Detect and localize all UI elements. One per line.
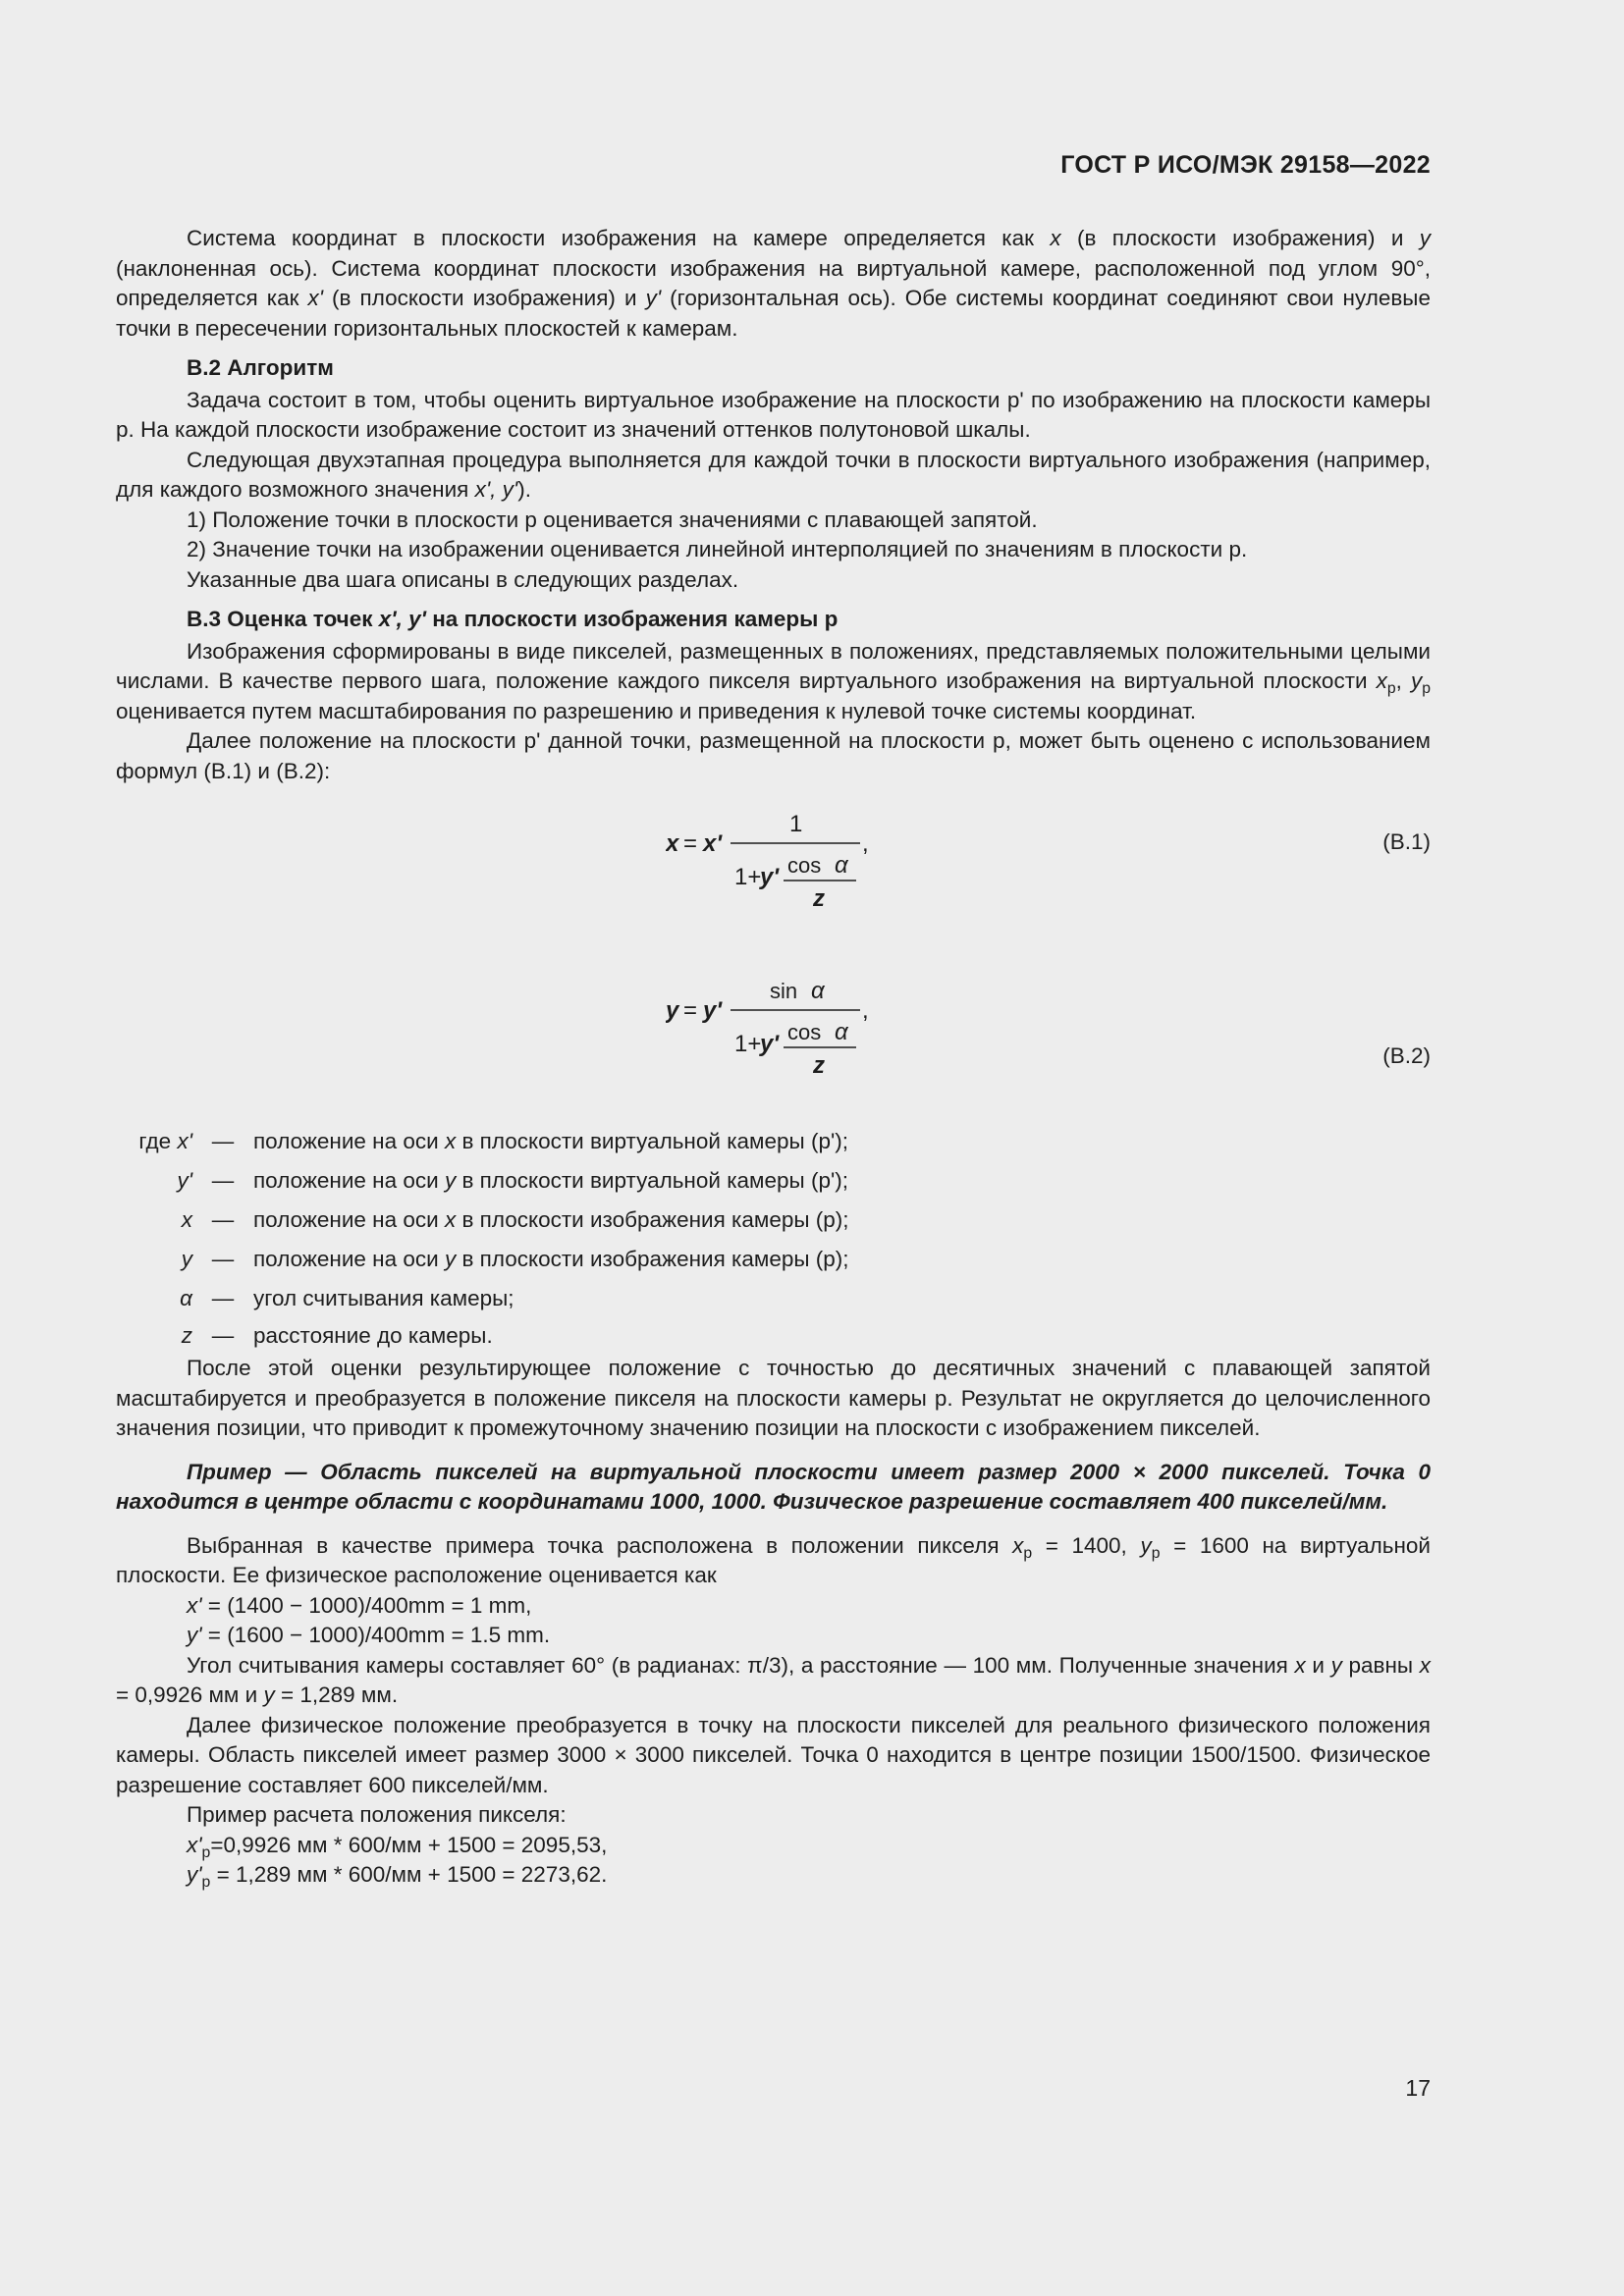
f2-cos: cos <box>787 1020 822 1044</box>
f2-sin: sin <box>770 979 798 1003</box>
f1-yprime: y' <box>760 864 780 890</box>
definition-dash: — <box>211 1167 235 1193</box>
formula-b2 <box>116 969 1431 1136</box>
document-body <box>116 224 1431 1891</box>
definition-dash: — <box>211 1322 235 1348</box>
definition-dash: — <box>211 1206 235 1232</box>
where-lead: где <box>138 1128 178 1153</box>
calc-paragraph-3: Далее физическое положение преобразуется в точку на плоскости пикселей для реального физического положения камеры. Область пикселей имеет размер 3000 × 3000 пикселей. Точка 0 находится в центре позиции 1500/1500. Физическое разрешение составляет 600 пикселей/мм. <box>116 1712 1431 1797</box>
f1-coef: x' <box>703 830 723 857</box>
example-note: Пример — Область пикселей на виртуальной плоскости имеет размер 2000 × 2000 пикселей. Точка 0 находится в центре области с координатами 1000, 1000. Физическое разрешение составляет 400 пикселей/мм. <box>116 1459 1431 1514</box>
page-number: 17 <box>1405 2075 1431 2101</box>
f1-alpha: α <box>835 852 848 879</box>
b2-paragraph-2: Следующая двухэтапная процедура выполняется для каждой точки в плоскости виртуального изображения (например, для каждого возможного значения x', y'). <box>116 447 1431 502</box>
definition-row <box>116 1201 1431 1240</box>
calc-line-y: y' = (1600 − 1000)/400mm = 1.5 mm. <box>187 1623 551 1647</box>
definition-symbol: y' <box>177 1167 192 1193</box>
calc-result-y: $y'_p = 1,289$ мм * 600/мм + 1500 = 2273,62. <box>187 1862 608 1891</box>
f2-comma: , <box>862 997 869 1024</box>
calc-result-x: $x'_p=0,9926$ мм * 600/мм + 1500 = 2095,53, <box>187 1832 608 1861</box>
f1-eq: = <box>683 830 698 857</box>
variable-definitions <box>116 1122 1431 1354</box>
f2-one-plus: 1+ <box>734 1031 762 1057</box>
definition-text: положение на оси x в плоскости изображения камеры (p); <box>253 1206 849 1232</box>
definition-symbol: y <box>181 1246 192 1271</box>
definition-dash: — <box>211 1128 235 1153</box>
b3-paragraph-1: Изображения сформированы в виде пикселей, размещенных в положениях, представляемых положительными целыми числами. В качестве первого шага, положение каждого пикселя виртуального изображения на виртуальной плоскости $x_p$, $y_p$ оценивается путем масштабирования по разрешению и приведения к нулевой точке системы координат. <box>116 638 1431 723</box>
equation-number-b1: (B.1) <box>1382 829 1431 854</box>
definition-row <box>116 1240 1431 1279</box>
formula-b2-graphic <box>666 969 901 1077</box>
definition-symbol: x' <box>177 1128 192 1153</box>
b2-step-2: 2) Значение точки на изображении оценивается линейной интерполяцией по значениям в плоскости p. <box>187 537 1248 561</box>
b2-after-steps: Указанные два шага описаны в следующих разделах. <box>187 566 739 592</box>
f2-coef: y' <box>703 997 723 1024</box>
intro-paragraph: Система координат в плоскости изображения на камере определяется как x (в плоскости изображения) и y (наклоненная ось). Система координат плоскости изображения на виртуальной камере, расположенной под углом 90°, определяется как x' (в плоскости изображения) и y' (горизонтальная ось). Обе системы координат соединяют свои нулевые точки в пересечении горизонтальных плоскостей к камерам. <box>116 226 1431 341</box>
definition-row <box>116 1161 1431 1201</box>
f2-lhs: y <box>666 997 679 1024</box>
f1-numerator: 1 <box>789 811 803 837</box>
definition-text: расстояние до камеры. <box>253 1322 493 1348</box>
f2-yprime: y' <box>760 1031 780 1057</box>
f2-alpha-num: α <box>811 978 825 1004</box>
calc-example-heading: Пример расчета положения пикселя: <box>187 1802 567 1827</box>
after-definitions-paragraph: После этой оценки результирующее положение с точностью до десятичных значений с плавающей запятой масштабируется и преобразуется в положение пикселя на плоскости камеры p. Результат не округляется до целочисленного значения позиции, что приводит к промежуточному значению позиции на плоскости с изображением пикселей. <box>116 1356 1431 1440</box>
section-heading-b2: B.2 Алгоритм <box>187 355 334 380</box>
formula-b1-graphic <box>666 802 901 910</box>
b2-step-1: 1) Положение точки в плоскости p оценивается значениями с плавающей запятой. <box>187 507 1038 532</box>
section-heading-b3: B.3 Оценка точек x', y' на плоскости изображения камеры p <box>187 607 839 631</box>
b2-paragraph-1: Задача состоит в том, чтобы оценить виртуальное изображение на плоскости p' по изображению на плоскости камеры p. На каждой плоскости изображение состоит из значений оттенков полутоновой шкалы. <box>116 387 1431 442</box>
calc-paragraph-1: Выбранная в качестве примера точка расположена в положении пикселя $x_p = 1400$, $y_p = 1600$ на виртуальной плоскости. Ее физическое расположение оценивается как <box>116 1532 1432 1587</box>
b3-paragraph-2: Далее положение на плоскости p' данной точки, размещенной на плоскости p, может быть оценено с использованием формул (B.1) и (B.2): <box>116 728 1431 783</box>
calc-paragraph-2: Угол считывания камеры составляет 60° (в радианах: π/3), а расстояние — 100 мм. Полученные значения x и y равны x = 0,9926 мм и y = 1,289 мм. <box>116 1652 1431 1707</box>
definition-text: положение на оси y в плоскости виртуальной камеры (p'); <box>253 1167 849 1193</box>
f2-alpha-den: α <box>835 1019 848 1045</box>
document-header: ГОСТ Р ИСО/МЭК 29158—2022 <box>1060 151 1431 179</box>
definition-dash: — <box>211 1285 235 1310</box>
definition-text: положение на оси x в плоскости виртуальной камеры (p'); <box>253 1128 849 1153</box>
f1-cos: cos <box>787 853 822 878</box>
definition-row <box>116 1318 1431 1354</box>
formula-b1 <box>116 802 1431 949</box>
f1-one-plus: 1+ <box>734 864 762 890</box>
f1-z: z <box>813 885 825 910</box>
f2-eq: = <box>683 997 698 1024</box>
f1-lhs: x <box>666 830 679 857</box>
definition-symbol: z <box>181 1322 192 1348</box>
definition-symbol: x <box>181 1206 192 1232</box>
definition-text: угол считывания камеры; <box>253 1285 514 1310</box>
equation-number-b2: (B.2) <box>1382 1043 1431 1068</box>
definition-dash: — <box>211 1246 235 1271</box>
f2-z: z <box>813 1052 825 1077</box>
definition-text: положение на оси y в плоскости изображения камеры (p); <box>253 1246 849 1271</box>
definition-row <box>116 1279 1431 1318</box>
f1-comma: , <box>862 830 869 857</box>
definition-symbol: α <box>180 1285 192 1310</box>
calc-line-x: x' = (1400 − 1000)/400mm = 1 mm, <box>187 1592 532 1618</box>
